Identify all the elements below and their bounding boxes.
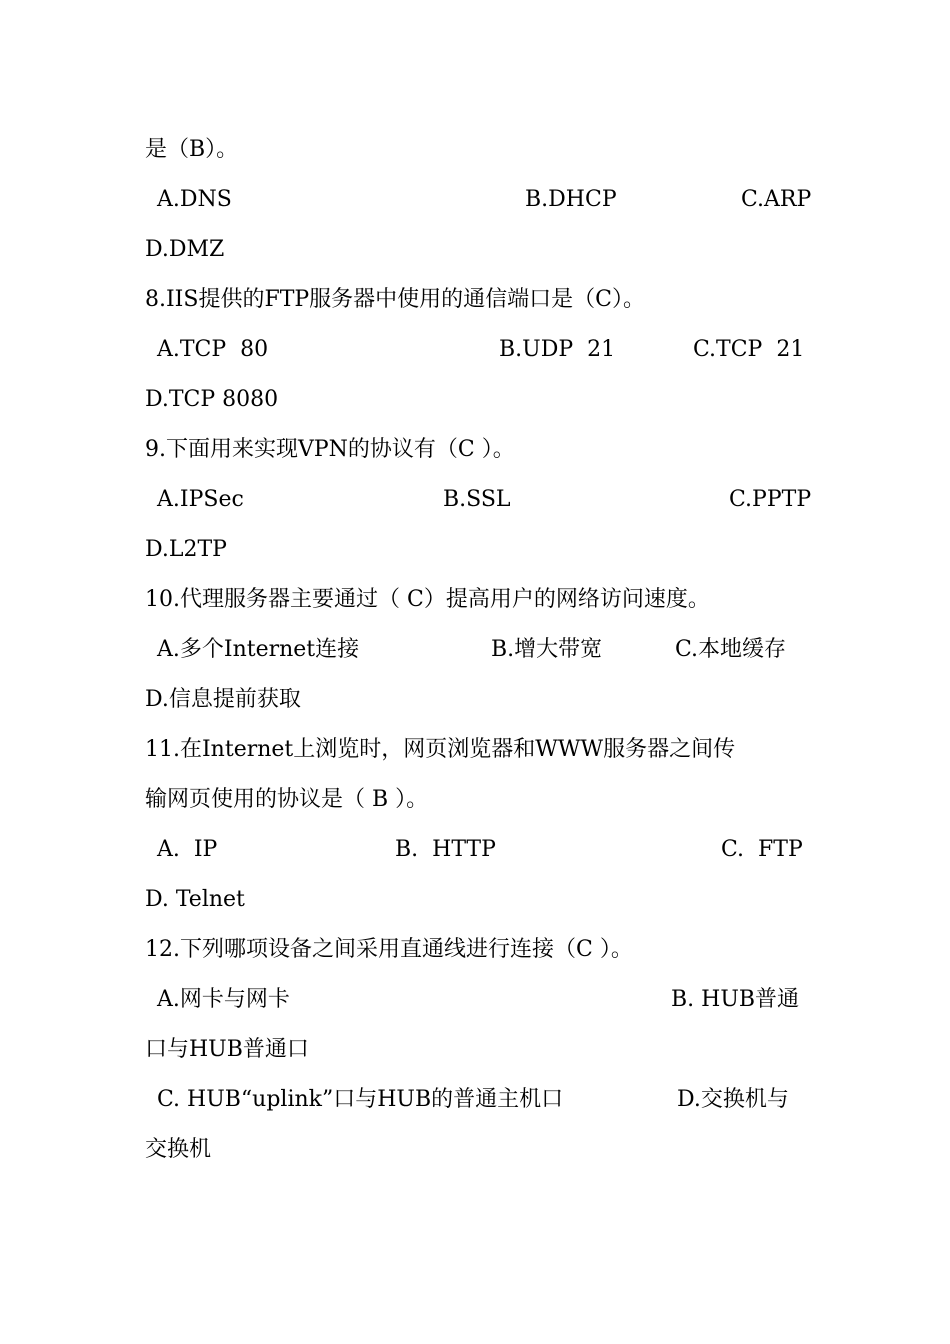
option-d: D. Telnet [145,887,245,912]
question-7-options-row [145,180,812,220]
option-d-continuation: 交换机 [145,1137,212,1162]
option-b: B. HTTP [395,837,496,862]
option-d: D.TCP 8080 [145,387,279,412]
option-c: C. FTP [721,837,803,862]
question-12-text: 12.下列哪项设备之间采用直通线进行连接（C ）。 [145,937,633,962]
option-b: B.DHCP [525,187,617,212]
option-c: C.本地缓存 [675,637,787,662]
question-11-text-line-1: 11.在Internet上浏览时，网页浏览器和WWW服务器之间传 [145,737,736,762]
question-8-text: 8.IIS提供的FTP服务器中使用的通信端口是（C）。 [145,287,646,312]
option-b-continuation: 口与HUB普通口 [145,1037,309,1062]
option-d: D.交换机与 [677,1087,789,1112]
option-a: A.多个Internet连接 [157,637,360,662]
option-d: D.DMZ [145,237,225,262]
option-d: D.信息提前获取 [145,687,301,712]
option-c: C.ARP [741,187,812,212]
question-10-text: 10.代理服务器主要通过（ C）提高用户的网络访问速度。 [145,587,710,612]
option-a: A. IP [157,837,218,862]
question-12-options-row-2 [145,1080,807,1120]
option-a: A.IPSec [157,487,244,512]
option-c: C.TCP 21 [693,337,805,362]
question-9-text: 9.下面用来实现VPN的协议有（C ）。 [145,437,515,462]
option-b: B. HUB普通 [671,987,800,1012]
question-8-options-row [145,330,807,370]
option-c: C. HUB“uplink”口与HUB的普通主机口 [157,1087,564,1112]
question-9-options-row [145,480,812,520]
option-b: B.UDP 21 [499,337,616,362]
question-7-answer-line: 是（B）。 [145,137,239,162]
option-d: D.L2TP [145,537,227,562]
option-a: A.DNS [157,187,232,212]
option-a: A.网卡与网卡 [157,987,290,1012]
option-b: B.SSL [443,487,511,512]
question-10-options-row [145,630,807,670]
question-12-options-row-1 [145,980,807,1020]
option-c: C.PPTP [729,487,812,512]
option-a: A.TCP 80 [157,337,269,362]
option-b: B.增大带宽 [491,637,603,662]
question-11-options-row [145,830,807,870]
question-11-text-line-2: 输网页使用的协议是（ B ）。 [145,787,429,812]
